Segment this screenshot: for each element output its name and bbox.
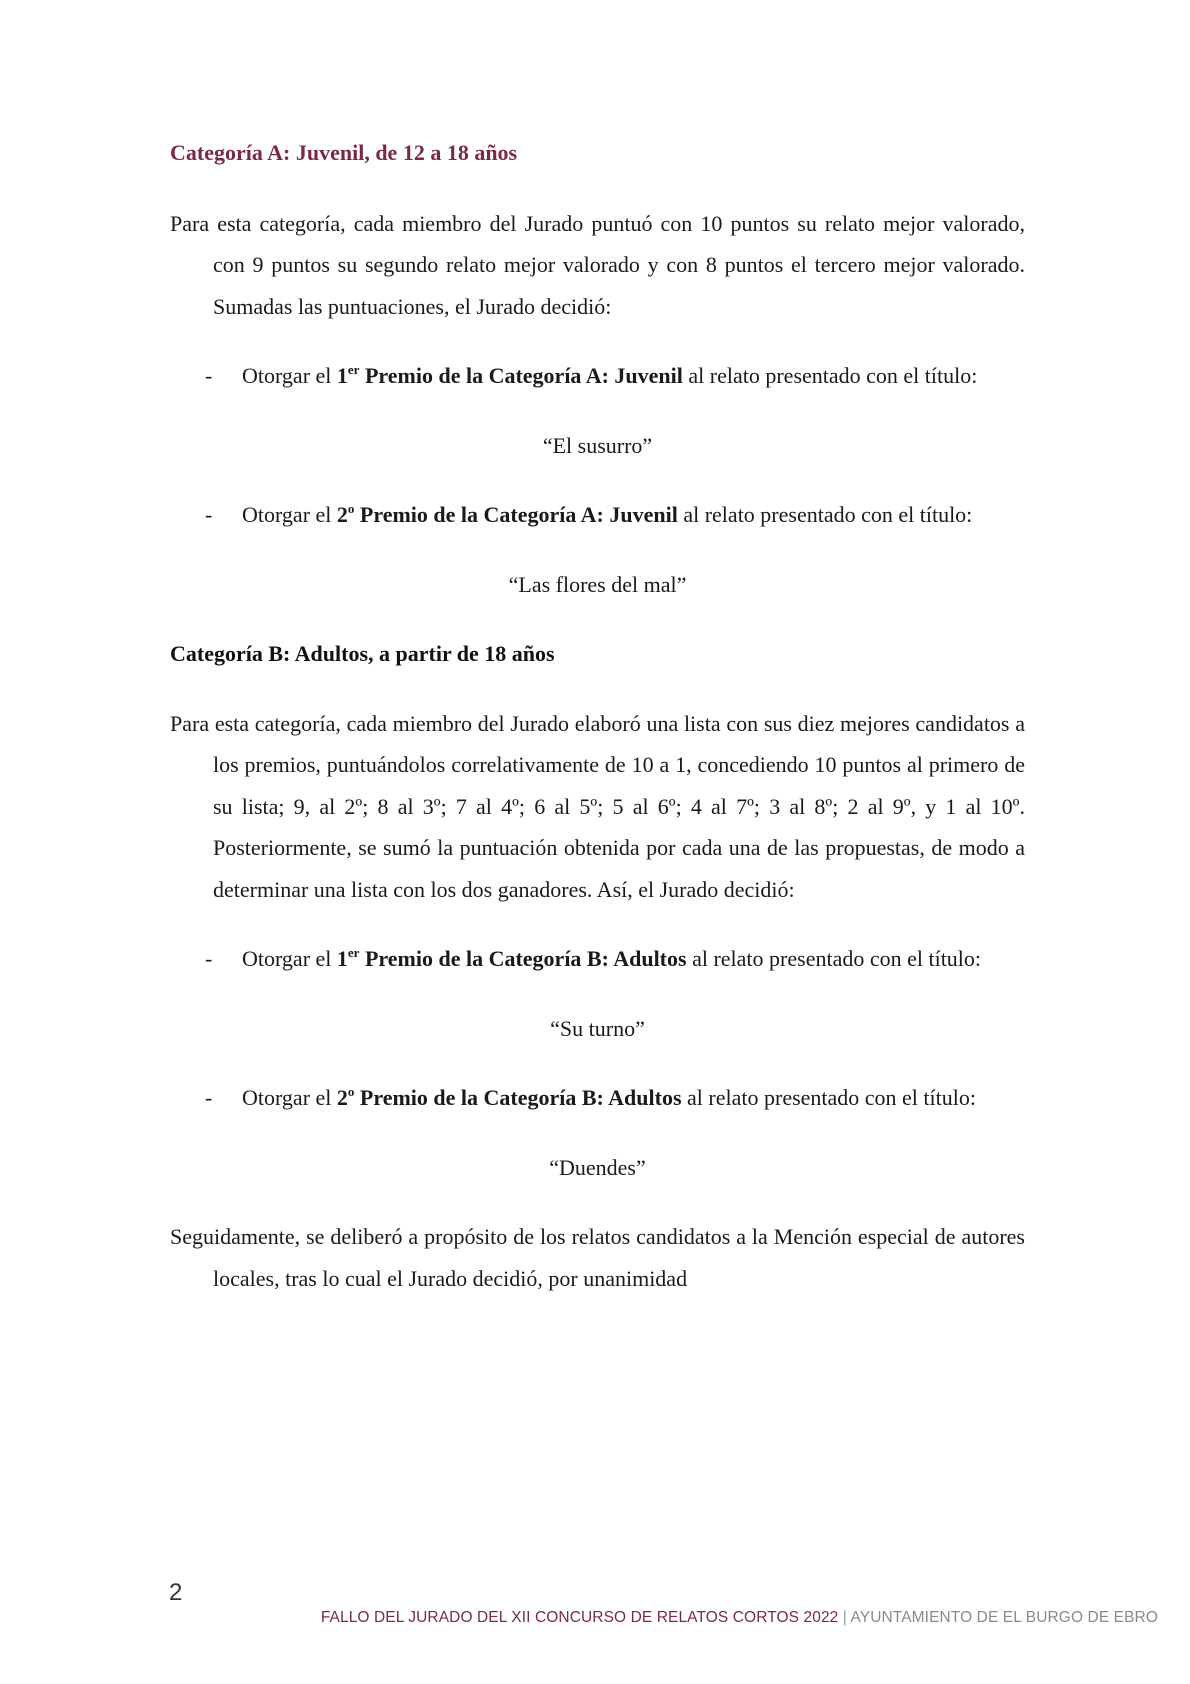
section-a-intro: Para esta categoría, cada miembro del Jurado puntuó con 10 puntos su relato mejor valorado, con 9 puntos su segundo relato mejor valorado y con 8 puntos el tercero mejor valorado. Sumadas las puntuaciones, el Jurado decidió: <box>170 210 1025 319</box>
section-b-award-2-title: “Duendes” <box>549 1154 646 1180</box>
page-number: 2 <box>169 1579 183 1606</box>
section-a-award-1 <box>170 355 1025 397</box>
award-ordinal: er <box>347 361 360 377</box>
section-b-award-2 <box>170 1077 1025 1119</box>
award-post: al relato presentado con el título: <box>681 1085 976 1110</box>
section-b-heading: Categoría B: Adultos, a partir de 18 años <box>170 641 555 666</box>
footer-separator: | <box>838 1609 851 1626</box>
award-name: Premio de la Categoría A: Juvenil <box>354 502 678 527</box>
section-b-award-1 <box>170 938 1025 980</box>
award-number: 2 <box>336 1085 348 1110</box>
section-a-award-2-title: “Las flores del mal” <box>508 571 687 597</box>
list-dash: - <box>205 1085 213 1110</box>
award-number: 1 <box>336 946 348 971</box>
award-number: 2 <box>336 502 348 527</box>
award-pre: Otorgar el <box>242 1085 337 1110</box>
section-a-award-2 <box>170 494 1025 536</box>
award-number: 1 <box>336 363 348 388</box>
footer-organization: AYUNTAMIENTO DE EL BURGO DE EBRO <box>850 1609 1158 1626</box>
award-post: al relato presentado con el título: <box>682 363 978 388</box>
award-name: Premio de la Categoría B: Adultos <box>359 946 687 971</box>
award-name: Premio de la Categoría B: Adultos <box>354 1085 682 1110</box>
award-pre: Otorgar el <box>242 363 337 388</box>
page-content <box>170 132 1025 1299</box>
award-pre: Otorgar el <box>242 946 337 971</box>
award-pre: Otorgar el <box>242 502 337 527</box>
footer-document-title: FALLO DEL JURADO DEL XII CONCURSO DE RELATOS CORTOS 2022 <box>320 1609 839 1626</box>
closing-paragraph: Seguidamente, se deliberó a propósito de los relatos candidatos a la Mención especial de autores locales, tras lo cual el Jurado decidió, por unanimidad <box>170 1224 1025 1291</box>
list-dash: - <box>205 502 213 527</box>
page-footer <box>321 1609 1158 1627</box>
award-post: al relato presentado con el título: <box>686 946 982 971</box>
award-ordinal: o <box>347 1083 355 1099</box>
award-ordinal: o <box>347 500 355 516</box>
section-b-award-1-title: “Su turno” <box>550 1015 645 1041</box>
list-dash: - <box>205 946 213 971</box>
award-ordinal: er <box>347 944 360 960</box>
section-a-award-1-title: “El susurro” <box>542 432 653 458</box>
list-dash: - <box>205 363 213 388</box>
section-b-intro: Para esta categoría, cada miembro del Jurado elaboró una lista con sus diez mejores candidatos a los premios, puntuándolos correlativamente de 10 a 1, concediendo 10 puntos al primero de su lista; 9, al 2º; 8 al 3º; 7 al 4º; 6 al 5º; 5 al 6º; 4 al 7º; 3 al 8º; 2 al 9º, y 1 al 10º. Posteriormente, se sumó la puntuación obtenida por cada una de las propuestas, de modo a determinar una lista con los dos ganadores. Así, el Jurado decidió: <box>170 710 1025 902</box>
award-post: al relato presentado con el título: <box>677 502 973 527</box>
section-a-heading: Categoría A: Juvenil, de 12 a 18 años <box>170 140 518 165</box>
award-name: Premio de la Categoría A: Juvenil <box>359 363 683 388</box>
